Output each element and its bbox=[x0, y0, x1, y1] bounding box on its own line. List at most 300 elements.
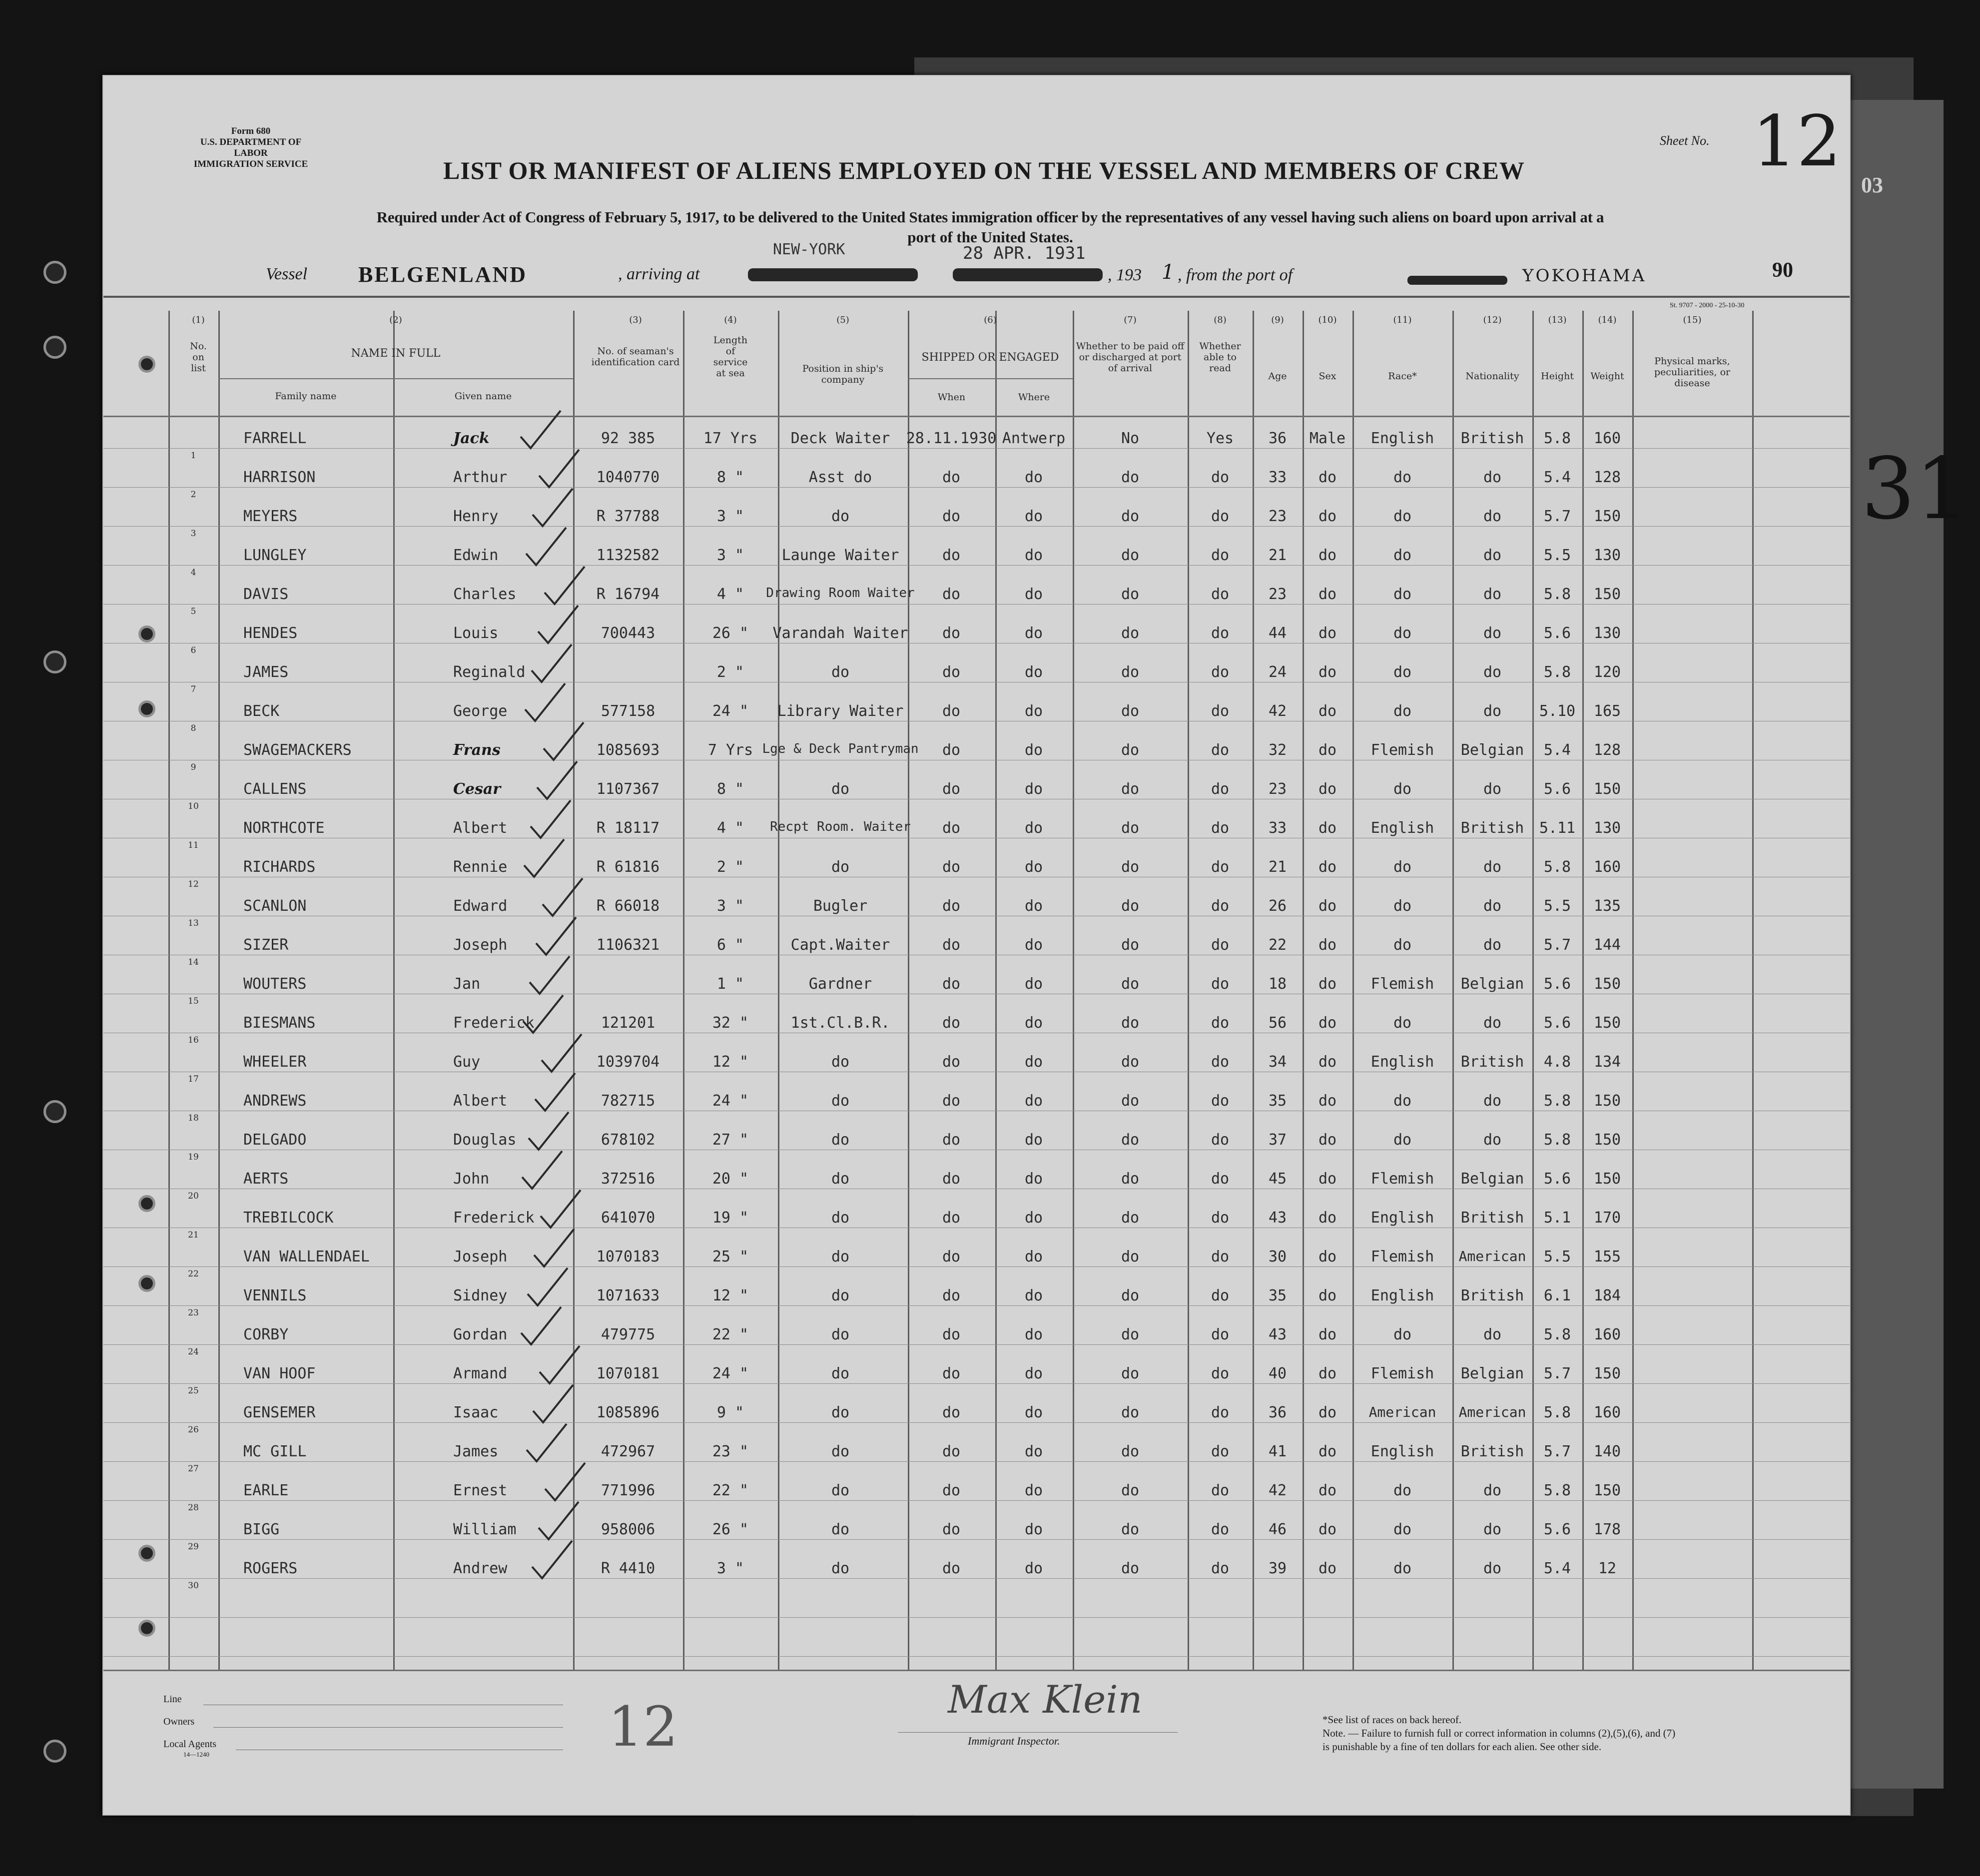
service-length: 6 " bbox=[716, 936, 744, 954]
row-number: 16 bbox=[188, 1035, 199, 1045]
given-name: Louis bbox=[453, 625, 499, 642]
row-number: 5 bbox=[190, 607, 196, 617]
service-length: 8 " bbox=[716, 780, 744, 798]
row-number: 24 bbox=[188, 1347, 199, 1357]
paid-off: do bbox=[1121, 1131, 1140, 1149]
given-name: Joseph bbox=[453, 1248, 508, 1265]
shipped-when: do bbox=[942, 1131, 961, 1149]
signature-rule bbox=[898, 1732, 1178, 1733]
shipped-where: do bbox=[1024, 1287, 1043, 1304]
family-name: RICHARDS bbox=[243, 858, 316, 876]
race: do bbox=[1393, 469, 1412, 486]
paid-off: do bbox=[1121, 469, 1140, 486]
row-number: 17 bbox=[188, 1074, 199, 1084]
card-number: 782715 bbox=[601, 1092, 656, 1110]
age: 35 bbox=[1268, 1287, 1287, 1304]
paid-off: do bbox=[1121, 663, 1140, 681]
height: 5.8 bbox=[1543, 858, 1571, 876]
shipped-where: do bbox=[1024, 586, 1043, 603]
able-to-read: do bbox=[1211, 975, 1230, 993]
check-mark bbox=[533, 489, 573, 526]
able-to-read: do bbox=[1211, 1248, 1230, 1265]
manifest-sheet bbox=[102, 75, 1851, 1816]
paid-off: No bbox=[1121, 430, 1140, 447]
height: 5.7 bbox=[1543, 508, 1571, 525]
column-rule bbox=[1352, 311, 1354, 1670]
check-mark bbox=[532, 1541, 572, 1578]
age: 37 bbox=[1268, 1131, 1287, 1149]
punch-hole bbox=[138, 1195, 155, 1212]
column-rule bbox=[683, 311, 684, 1670]
height: 5.8 bbox=[1543, 1131, 1571, 1149]
check-mark bbox=[521, 1307, 561, 1344]
shipped-where: do bbox=[1024, 663, 1043, 681]
nationality: do bbox=[1483, 1482, 1502, 1499]
height: 5.8 bbox=[1543, 1482, 1571, 1499]
family-name: VAN HOOF bbox=[243, 1365, 316, 1382]
card-number: 700443 bbox=[601, 625, 656, 642]
sex: do bbox=[1318, 780, 1337, 798]
column-rule bbox=[573, 311, 575, 1670]
position: do bbox=[831, 858, 850, 876]
able-to-read: do bbox=[1211, 469, 1230, 486]
given-name: Reginald bbox=[453, 663, 526, 681]
column-rule bbox=[778, 311, 779, 1670]
given-name: John bbox=[453, 1170, 490, 1188]
paid-off: do bbox=[1121, 1404, 1140, 1421]
age: 23 bbox=[1268, 586, 1287, 603]
sex: do bbox=[1318, 1560, 1337, 1577]
check-mark bbox=[542, 1034, 582, 1072]
check-mark bbox=[529, 1112, 569, 1150]
sex: do bbox=[1318, 1482, 1337, 1499]
card-number: 1040770 bbox=[596, 469, 660, 486]
punch-hole bbox=[43, 650, 66, 673]
shipped-where: do bbox=[1024, 1014, 1043, 1032]
card-number: R 16794 bbox=[596, 586, 660, 603]
paid-off: do bbox=[1121, 1170, 1140, 1188]
family-name: WHEELER bbox=[243, 1053, 307, 1071]
able-to-read: do bbox=[1211, 586, 1230, 603]
shipped-where: Antwerp bbox=[1002, 430, 1066, 447]
nationality: American bbox=[1458, 1404, 1526, 1420]
given-name: Arthur bbox=[453, 469, 508, 486]
family-name: WOUTERS bbox=[243, 975, 307, 993]
row-number: 26 bbox=[188, 1425, 199, 1435]
card-number: 958006 bbox=[601, 1521, 656, 1538]
handwritten-sheet-number: 12 bbox=[608, 1695, 678, 1759]
race-note: *See list of races on back hereof. bbox=[1322, 1714, 1462, 1726]
sex: do bbox=[1318, 625, 1337, 642]
paid-off: do bbox=[1121, 547, 1140, 564]
age: 34 bbox=[1268, 1053, 1287, 1071]
shipped-where: do bbox=[1024, 1092, 1043, 1110]
shipped-when: do bbox=[942, 625, 961, 642]
service-length: 3 " bbox=[716, 897, 744, 915]
nationality: do bbox=[1483, 625, 1502, 642]
nationality: do bbox=[1483, 663, 1502, 681]
race: English bbox=[1370, 1209, 1434, 1227]
sex: do bbox=[1318, 702, 1337, 720]
height: 5.5 bbox=[1543, 897, 1571, 915]
row-number: 12 bbox=[188, 879, 199, 889]
age: 44 bbox=[1268, 625, 1287, 642]
row-number: 23 bbox=[188, 1308, 199, 1318]
column-rule bbox=[908, 311, 909, 1670]
row-rule bbox=[103, 1383, 1850, 1384]
line-label: Line bbox=[163, 1694, 182, 1705]
height: 5.6 bbox=[1543, 625, 1571, 642]
family-name: NORTHCOTE bbox=[243, 819, 325, 837]
race: Flemish bbox=[1370, 1248, 1434, 1265]
race: do bbox=[1393, 1482, 1412, 1499]
service-length: 27 " bbox=[712, 1131, 749, 1149]
given-name: Isaac bbox=[453, 1404, 499, 1421]
page-title: LIST OR MANIFEST OF ALIENS EMPLOYED ON THE VESSEL AND MEMBERS OF CREW bbox=[443, 156, 1525, 184]
shipped-when: do bbox=[942, 1482, 961, 1499]
shipped-where: do bbox=[1024, 1053, 1043, 1071]
age: 45 bbox=[1268, 1170, 1287, 1188]
card-number: 1085896 bbox=[596, 1404, 660, 1421]
height: 4.8 bbox=[1543, 1053, 1571, 1071]
punch-hole bbox=[138, 700, 155, 717]
family-name: ROGERS bbox=[243, 1560, 298, 1577]
nationality: British bbox=[1460, 430, 1524, 447]
card-number: R 66018 bbox=[596, 897, 660, 915]
sex: do bbox=[1318, 1170, 1337, 1188]
paid-off: do bbox=[1121, 858, 1140, 876]
able-to-read: do bbox=[1211, 1326, 1230, 1343]
height: 5.6 bbox=[1543, 1170, 1571, 1188]
service-length: 2 " bbox=[716, 663, 744, 681]
able-to-read: do bbox=[1211, 1209, 1230, 1227]
able-to-read: do bbox=[1211, 1170, 1230, 1188]
check-mark bbox=[527, 1424, 567, 1461]
given-name: Gordan bbox=[453, 1326, 508, 1343]
column-rule bbox=[1253, 311, 1254, 1670]
check-mark bbox=[536, 917, 576, 955]
sheet-label: Sheet No. bbox=[1660, 133, 1710, 148]
age: 56 bbox=[1268, 1014, 1287, 1032]
shipped-where: do bbox=[1024, 780, 1043, 798]
sex: do bbox=[1318, 1014, 1337, 1032]
shipped-where: do bbox=[1024, 1131, 1043, 1149]
service-length: 9 " bbox=[716, 1404, 744, 1421]
column-rule bbox=[1303, 311, 1304, 1670]
race: do bbox=[1393, 508, 1412, 525]
service-length: 12 " bbox=[712, 1053, 749, 1071]
check-mark bbox=[533, 1385, 573, 1422]
sex: do bbox=[1318, 547, 1337, 564]
check-mark bbox=[538, 606, 578, 643]
height: 5.5 bbox=[1543, 1248, 1571, 1265]
shipped-where: do bbox=[1024, 1560, 1043, 1577]
shipped-when: do bbox=[942, 469, 961, 486]
family-name: BIESMANS bbox=[243, 1014, 316, 1032]
given-name: James bbox=[453, 1443, 499, 1460]
weight: 150 bbox=[1593, 780, 1621, 798]
row-rule bbox=[103, 1422, 1850, 1423]
check-mark bbox=[528, 1268, 568, 1305]
weight: 150 bbox=[1593, 1482, 1621, 1499]
punch-hole bbox=[138, 1545, 155, 1562]
struck-arriving bbox=[748, 268, 918, 281]
punch-hole bbox=[138, 1275, 155, 1292]
service-length: 32 " bbox=[712, 1014, 749, 1032]
nationality: do bbox=[1483, 780, 1502, 798]
weight: 144 bbox=[1593, 936, 1621, 954]
col-14-number: (14) bbox=[1598, 315, 1617, 325]
position: Gardner bbox=[808, 975, 872, 993]
height: 5.8 bbox=[1543, 1092, 1571, 1110]
race: American bbox=[1368, 1404, 1436, 1420]
column-rule bbox=[218, 311, 220, 1670]
age: 32 bbox=[1268, 741, 1287, 759]
service-length: 3 " bbox=[716, 508, 744, 525]
position: do bbox=[831, 1404, 850, 1421]
weight: 150 bbox=[1593, 1014, 1621, 1032]
shipped-when: do bbox=[942, 1560, 961, 1577]
service-length: 20 " bbox=[712, 1170, 749, 1188]
nationality: Belgian bbox=[1460, 975, 1524, 993]
race: do bbox=[1393, 1131, 1412, 1149]
height: 5.7 bbox=[1543, 936, 1571, 954]
age: 35 bbox=[1268, 1092, 1287, 1110]
shipped-where: do bbox=[1024, 819, 1043, 837]
shipped-where: do bbox=[1024, 1365, 1043, 1382]
nationality: Belgian bbox=[1460, 1365, 1524, 1382]
given-name: Andrew bbox=[453, 1560, 508, 1577]
card-number: 641070 bbox=[601, 1209, 656, 1227]
punch-hole bbox=[138, 356, 155, 373]
family-name: VENNILS bbox=[243, 1287, 307, 1304]
header-subrule bbox=[218, 378, 573, 379]
nationality: do bbox=[1483, 1014, 1502, 1032]
age: 43 bbox=[1268, 1326, 1287, 1343]
col-11-number: (11) bbox=[1393, 315, 1412, 325]
column-rule bbox=[1188, 311, 1189, 1670]
shipped-where: do bbox=[1024, 702, 1043, 720]
paid-off: do bbox=[1121, 819, 1140, 837]
nationality: British bbox=[1460, 1209, 1524, 1227]
check-mark bbox=[545, 567, 585, 604]
shipped-where: do bbox=[1024, 975, 1043, 993]
punch-hole bbox=[43, 261, 66, 284]
year-label: , 193 bbox=[1108, 266, 1142, 284]
column-rule bbox=[1632, 311, 1634, 1670]
age: 21 bbox=[1268, 547, 1287, 564]
punch-hole bbox=[43, 1740, 66, 1763]
nationality: American bbox=[1458, 1248, 1526, 1264]
form-number: Form 680 bbox=[231, 126, 271, 136]
shipped-when: do bbox=[942, 1053, 961, 1071]
family-name: MC GILL bbox=[243, 1443, 307, 1460]
service-length: 3 " bbox=[716, 1560, 744, 1577]
race: do bbox=[1393, 780, 1412, 798]
card-number: 472967 bbox=[601, 1443, 656, 1460]
row-rule bbox=[103, 604, 1850, 605]
paid-off: do bbox=[1121, 1326, 1140, 1343]
row-rule bbox=[103, 1617, 1850, 1618]
weight: 155 bbox=[1593, 1248, 1621, 1265]
shipped-when: do bbox=[942, 1248, 961, 1265]
given-name: Edwin bbox=[453, 547, 499, 564]
able-to-read: do bbox=[1211, 663, 1230, 681]
weight: 170 bbox=[1593, 1209, 1621, 1227]
family-name: GENSEMER bbox=[243, 1404, 316, 1421]
sex: do bbox=[1318, 663, 1337, 681]
check-mark bbox=[524, 839, 564, 877]
weight: 12 bbox=[1598, 1560, 1617, 1577]
col-7-label: Whether to be paid off or discharged at port of arrival bbox=[1076, 341, 1185, 374]
row-rule bbox=[103, 1344, 1850, 1345]
able-to-read: do bbox=[1211, 858, 1230, 876]
shipped-where: do bbox=[1024, 858, 1043, 876]
position: do bbox=[831, 1053, 850, 1071]
position: Library Waiter bbox=[777, 702, 904, 720]
card-number: 121201 bbox=[601, 1014, 656, 1032]
sex: do bbox=[1318, 1092, 1337, 1110]
weight: 150 bbox=[1593, 1170, 1621, 1188]
row-number: 21 bbox=[188, 1230, 199, 1240]
service-length: 22 " bbox=[712, 1326, 749, 1343]
inspector-signature: Max Klein bbox=[948, 1677, 1143, 1722]
position: do bbox=[831, 1443, 850, 1460]
struck-date bbox=[953, 268, 1103, 281]
nationality: do bbox=[1483, 1521, 1502, 1538]
weight: 150 bbox=[1593, 1365, 1621, 1382]
given-name: Edward bbox=[453, 897, 508, 915]
vessel-label: Vessel bbox=[266, 265, 308, 283]
service-length: 25 " bbox=[712, 1248, 749, 1265]
family-name: CORBY bbox=[243, 1326, 289, 1343]
weight: 150 bbox=[1593, 1131, 1621, 1149]
given-name: Guy bbox=[453, 1053, 481, 1071]
able-to-read: do bbox=[1211, 1131, 1230, 1149]
sex: do bbox=[1318, 1131, 1337, 1149]
sex: do bbox=[1318, 508, 1337, 525]
col-2-label: NAME IN FULL bbox=[351, 347, 441, 360]
sex: do bbox=[1318, 975, 1337, 993]
paid-off: do bbox=[1121, 1521, 1140, 1538]
weight: 130 bbox=[1593, 819, 1621, 837]
position: Drawing Room Waiter bbox=[766, 586, 915, 601]
shipped-when: do bbox=[942, 1521, 961, 1538]
paid-off: do bbox=[1121, 586, 1140, 603]
col-2-number: (2) bbox=[389, 315, 402, 325]
weight: 150 bbox=[1593, 1092, 1621, 1110]
card-number: 1039704 bbox=[596, 1053, 660, 1071]
age: 24 bbox=[1268, 663, 1287, 681]
race: Flemish bbox=[1370, 741, 1434, 759]
check-mark bbox=[543, 878, 583, 916]
row-number: 30 bbox=[188, 1581, 199, 1591]
inspector-label: Immigrant Inspector. bbox=[968, 1735, 1060, 1747]
card-number: R 18117 bbox=[596, 819, 660, 837]
paid-off: do bbox=[1121, 975, 1140, 993]
row-rule bbox=[103, 526, 1850, 527]
column-rule bbox=[1582, 311, 1584, 1670]
able-to-read: do bbox=[1211, 819, 1230, 837]
owners-rule bbox=[213, 1727, 563, 1728]
row-number: 15 bbox=[188, 996, 199, 1006]
able-to-read: do bbox=[1211, 1404, 1230, 1421]
race: do bbox=[1393, 858, 1412, 876]
paid-off: do bbox=[1121, 741, 1140, 759]
given-name: William bbox=[453, 1521, 517, 1538]
family-name: HARRISON bbox=[243, 469, 316, 486]
sex: do bbox=[1318, 819, 1337, 837]
row-number: 4 bbox=[190, 568, 196, 578]
family-name-label: Family name bbox=[275, 391, 337, 402]
nationality: do bbox=[1483, 469, 1502, 486]
print-code: St. 9707 - 2000 - 25-10-30 bbox=[1670, 302, 1745, 309]
race: do bbox=[1393, 1092, 1412, 1110]
col-11-label: Race* bbox=[1388, 371, 1417, 382]
given-name: Jan bbox=[453, 975, 481, 993]
form-service: IMMIGRATION SERVICE bbox=[193, 159, 308, 169]
shipped-where: do bbox=[1024, 1326, 1043, 1343]
family-name: MEYERS bbox=[243, 508, 298, 525]
weight: 130 bbox=[1593, 547, 1621, 564]
height: 5.4 bbox=[1543, 469, 1571, 486]
shipped-when: do bbox=[942, 1443, 961, 1460]
position: do bbox=[831, 1482, 850, 1499]
card-number: 92 385 bbox=[601, 430, 656, 447]
paid-off: do bbox=[1121, 1287, 1140, 1304]
shipped-where: do bbox=[1024, 1482, 1043, 1499]
check-mark bbox=[531, 800, 571, 838]
able-to-read: do bbox=[1211, 897, 1230, 915]
weight: 165 bbox=[1593, 702, 1621, 720]
position: Deck Waiter bbox=[790, 430, 890, 447]
position: do bbox=[831, 1521, 850, 1538]
row-number: 11 bbox=[188, 840, 199, 850]
subtitle-line-1: Required under Act of Congress of February 5, 1917, to be delivered to the United States immigration officer by the representatives of any vessel having such aliens on board upon arrival at a bbox=[376, 208, 1604, 226]
sex: do bbox=[1318, 858, 1337, 876]
family-name: EARLE bbox=[243, 1482, 289, 1499]
column-rule bbox=[995, 311, 997, 1670]
shipped-where: do bbox=[1024, 936, 1043, 954]
race: do bbox=[1393, 1521, 1412, 1538]
age: 43 bbox=[1268, 1209, 1287, 1227]
service-length: 1 " bbox=[716, 975, 744, 993]
row-number: 7 bbox=[190, 684, 196, 694]
race: do bbox=[1393, 547, 1412, 564]
year-digit: 1 bbox=[1162, 261, 1175, 284]
col-6-number: (6) bbox=[984, 315, 997, 325]
age: 36 bbox=[1268, 430, 1287, 447]
sex: Male bbox=[1309, 430, 1346, 447]
given-name: Joseph bbox=[453, 936, 508, 954]
given-name: Frederick bbox=[453, 1209, 535, 1227]
side-handwritten-number: 31 bbox=[1861, 440, 1970, 539]
col-9-number: (9) bbox=[1271, 315, 1284, 325]
weight: 134 bbox=[1593, 1053, 1621, 1071]
shipped-when: do bbox=[942, 1170, 961, 1188]
given-name: Rennie bbox=[453, 858, 508, 876]
paid-off: do bbox=[1121, 1053, 1140, 1071]
position: do bbox=[831, 780, 850, 798]
row-rule bbox=[103, 1461, 1850, 1462]
race: Flemish bbox=[1370, 1365, 1434, 1382]
penalty-note-2: is punishable by a fine of ten dollars for each alien. See other side. bbox=[1322, 1741, 1602, 1753]
col-8-label: Whether able to read bbox=[1199, 341, 1241, 374]
row-number: 14 bbox=[188, 957, 199, 967]
given-name: Albert bbox=[453, 819, 508, 837]
family-name: DELGADO bbox=[243, 1131, 307, 1149]
family-name: TREBILCOCK bbox=[243, 1209, 334, 1227]
